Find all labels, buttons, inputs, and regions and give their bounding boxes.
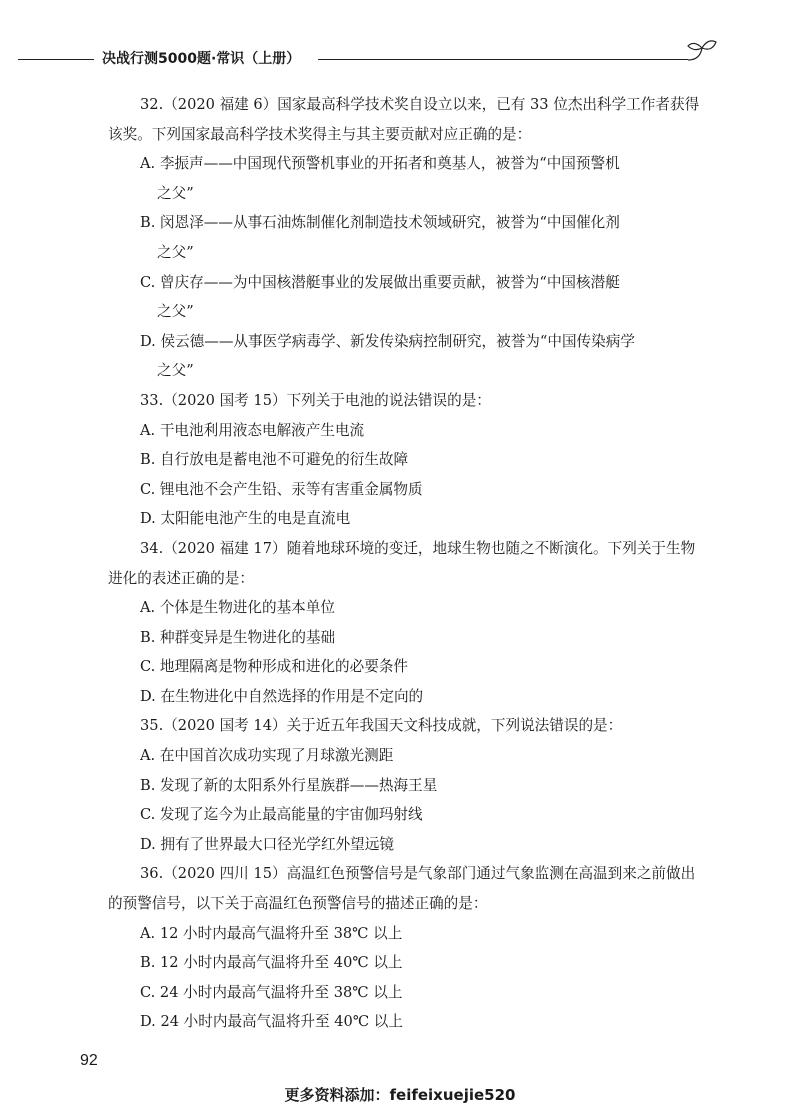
- option-a: A. 李振声——中国现代预警机事业的开拓者和奠基人，被誉为“中国预警机 之父”: [140, 155, 620, 202]
- option-b: B. 发现了新的太阳系外行星族群——热海王星: [140, 776, 438, 794]
- page-number: 92: [80, 1052, 98, 1069]
- header-rule-right: [318, 59, 688, 60]
- option-d: D. 拥有了世界最大口径光学红外望远镜: [140, 835, 394, 853]
- question-stem: 32.（2020 福建 6）国家最高科学技术奖自设立以来，已有 33 位杰出科学工作者获得该奖。下列国家最高科学技术奖得主与其主要贡献对应正确的是：: [108, 96, 700, 143]
- option-c: C. 24 小时内最高气温将升至 38℃ 以上: [140, 983, 403, 1001]
- question-34: [108, 534, 702, 712]
- option-d: D. 在生物进化中自然选择的作用是不定向的: [140, 687, 424, 705]
- footer-note: 更多资料添加：feifeixuejie520: [284, 1086, 516, 1104]
- option-a: A. 个体是生物进化的基本单位: [140, 599, 335, 617]
- header-rule-left: [18, 59, 94, 60]
- question-35: [108, 711, 702, 859]
- question-list: [108, 90, 702, 1037]
- option-c: C. 地理隔离是物种形成和进化的必要条件: [140, 658, 409, 676]
- option-b: B. 自行放电是蓄电池不可避免的衍生故障: [140, 451, 409, 469]
- option-d: D. 太阳能电池产生的电是直流电: [140, 510, 351, 528]
- option-c: C. 曾庆存——为中国核潜艇事业的发展做出重要贡献，被誉为“中国核潜艇 之父”: [140, 273, 620, 321]
- page-header: [18, 44, 708, 74]
- option-b: B. 闵恩泽——从事石油炼制催化剂制造技术领域研究，被誉为“中国催化剂 之父”: [140, 214, 620, 261]
- question-stem: 35.（2020 国考 14）关于近五年我国天文科技成就，下列说法错误的是：: [140, 717, 623, 735]
- option-b: B. 种群变异是生物进化的基础: [140, 628, 336, 646]
- option-d: D. 侯云德——从事医学病毒学、新发传染病控制研究，被誉为“中国传染病学 之父”: [140, 332, 635, 380]
- option-a: A. 干电池利用液态电解液产生电流: [140, 421, 365, 439]
- running-title: 决战行测5000题·常识（上册）: [102, 51, 301, 67]
- question-32: [108, 90, 702, 386]
- option-a: A. 在中国首次成功实现了月球激光测距: [140, 747, 394, 765]
- option-c: C. 锂电池不会产生铅、汞等有害重金属物质: [140, 480, 423, 498]
- question-stem: 36.（2020 四川 15）高温红色预警信号是气象部门通过气象监测在高温到来之前做出的预警信号，以下关于高温红色预警信号的描述正确的是：: [108, 865, 696, 913]
- question-stem: 33.（2020 国考 15）下列关于电池的说法错误的是：: [140, 391, 491, 409]
- option-b: B. 12 小时内最高气温将升至 40℃ 以上: [140, 954, 403, 972]
- question-33: [108, 386, 702, 534]
- question-36: [108, 859, 702, 1037]
- question-stem: 34.（2020 福建 17）随着地球环境的变迁，地球生物也随之不断演化。下列关于生物进化的表述正确的是：: [108, 539, 696, 587]
- sprout-icon: [682, 36, 720, 70]
- option-c: C. 发现了迄今为止最高能量的宇宙伽玛射线: [140, 806, 423, 824]
- option-a: A. 12 小时内最高气温将升至 38℃ 以上: [140, 924, 403, 942]
- option-d: D. 24 小时内最高气温将升至 40℃ 以上: [140, 1013, 403, 1031]
